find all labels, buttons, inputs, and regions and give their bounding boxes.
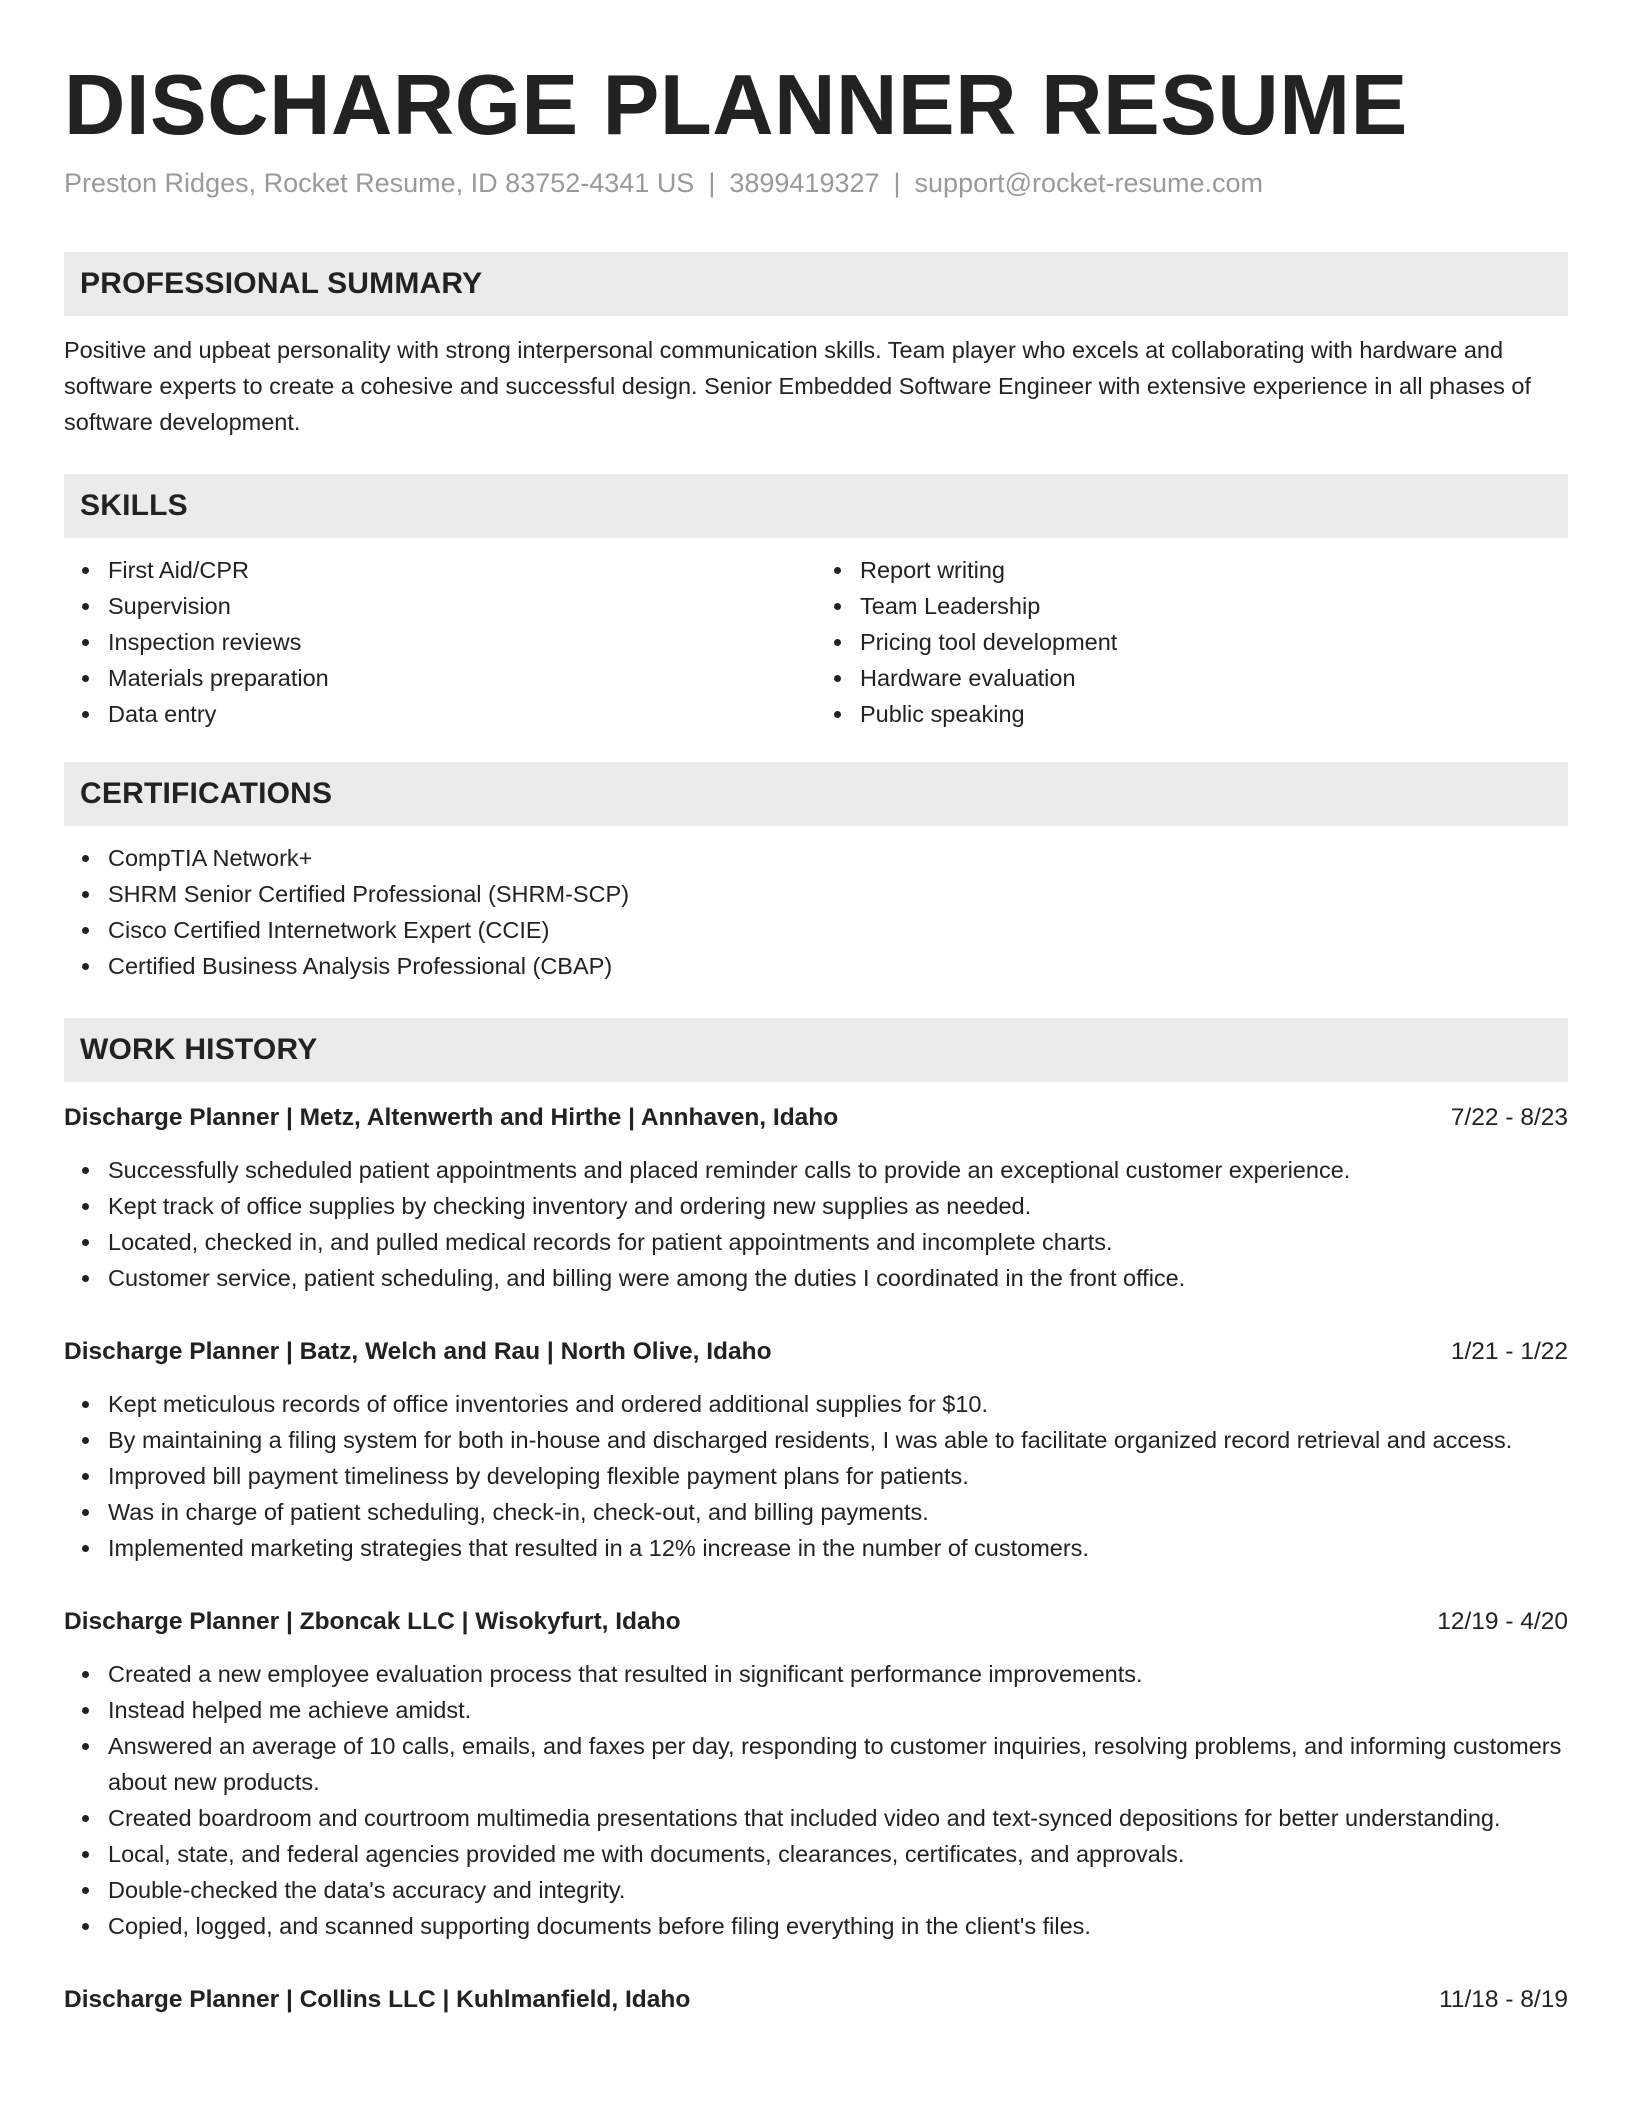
skill-item: Report writing: [860, 552, 1568, 588]
contact-address: Preston Ridges, Rocket Resume, ID 83752-4341 US: [64, 168, 695, 198]
section-heading-certifications: CERTIFICATIONS: [64, 762, 1568, 826]
skill-item: Public speaking: [860, 696, 1568, 732]
skills-list-right: [816, 552, 1568, 732]
skill-item: Pricing tool development: [860, 624, 1568, 660]
section-heading-work-history: WORK HISTORY: [64, 1018, 1568, 1082]
job-entry: [64, 1100, 1568, 1296]
job-bullet: Successfully scheduled patient appointments and placed reminder calls to provide an exceptional customer experience.: [108, 1152, 1568, 1188]
certifications-list: [64, 840, 1568, 984]
job-bullet: By maintaining a filing system for both in-house and discharged residents, I was able to facilitate organized record retrieval and access.: [108, 1422, 1568, 1458]
skills-grid: [64, 538, 1568, 732]
job-bullets: [64, 1656, 1568, 1944]
skill-item: Team Leadership: [860, 588, 1568, 624]
skills-list-left: [64, 552, 816, 732]
job-entry: [64, 1982, 1568, 2018]
work-history-section: [64, 1018, 1568, 2018]
job-bullet: Double-checked the data's accuracy and integrity.: [108, 1872, 1568, 1908]
resume-title: DISCHARGE PLANNER RESUME: [64, 58, 1408, 153]
job-bullet: Implemented marketing strategies that resulted in a 12% increase in the number of customers.: [108, 1530, 1568, 1566]
job-bullet: Was in charge of patient scheduling, check-in, check-out, and billing payments.: [108, 1494, 1568, 1530]
skill-item: Data entry: [108, 696, 816, 732]
certification-item: SHRM Senior Certified Professional (SHRM-SCP): [108, 876, 1568, 912]
certifications-section: [64, 762, 1568, 984]
skill-item: Hardware evaluation: [860, 660, 1568, 696]
job-bullet: Copied, logged, and scanned supporting documents before filing everything in the client's files.: [108, 1908, 1568, 1944]
certification-item: Certified Business Analysis Professional (CBAP): [108, 948, 1568, 984]
job-dates: 1/21 - 1/22: [1450, 1338, 1568, 1365]
job-bullet: Kept track of office supplies by checking inventory and ordering new supplies as needed.: [108, 1188, 1568, 1224]
summary-text: Positive and upbeat personality with strong interpersonal communication skills. Team player who excels at collaborating with hardware and software experts to create a cohesive and successful design. Senior Embedded Software Engineer with extensive experience in all phases of software development.: [64, 337, 1531, 435]
job-bullet: Kept meticulous records of office inventories and ordered additional supplies for $10.: [108, 1386, 1568, 1422]
contact-separator: |: [708, 168, 716, 198]
job-bullet: Created a new employee evaluation process that resulted in significant performance improvements.: [108, 1656, 1568, 1692]
certification-item: Cisco Certified Internetwork Expert (CCIE): [108, 912, 1568, 948]
skill-item: Materials preparation: [108, 660, 816, 696]
job-header: [64, 1982, 1568, 2018]
job-bullets: [64, 1152, 1568, 1296]
job-title: Discharge Planner | Metz, Altenwerth and Hirthe | Annhaven, Idaho: [64, 1104, 839, 1131]
contact-separator: |: [893, 168, 901, 198]
skill-item: Supervision: [108, 588, 816, 624]
contact-phone: 3899419327: [729, 168, 880, 198]
certification-item: CompTIA Network+: [108, 840, 1568, 876]
job-bullet: Customer service, patient scheduling, and billing were among the duties I coordinated in the front office.: [108, 1260, 1568, 1296]
job-title: Discharge Planner | Batz, Welch and Rau | North Olive, Idaho: [64, 1338, 772, 1365]
section-heading-summary: PROFESSIONAL SUMMARY: [64, 252, 1568, 316]
job-header: [64, 1334, 1568, 1370]
job-entry: [64, 1604, 1568, 1944]
job-header: [64, 1100, 1568, 1136]
job-bullet: Located, checked in, and pulled medical records for patient appointments and incomplete charts.: [108, 1224, 1568, 1260]
professional-summary-section: [64, 252, 1568, 440]
skills-section: [64, 474, 1568, 732]
job-bullet: Instead helped me achieve amidst.: [108, 1692, 1568, 1728]
job-header: [64, 1604, 1568, 1640]
job-dates: 12/19 - 4/20: [1437, 1608, 1568, 1635]
job-bullet: Answered an average of 10 calls, emails, and faxes per day, responding to customer inquiries, resolving problems, and informing customers about new products.: [108, 1728, 1568, 1800]
job-bullet: Improved bill payment timeliness by developing flexible payment plans for patients.: [108, 1458, 1568, 1494]
contact-email[interactable]: support@rocket-resume.com: [914, 168, 1264, 198]
job-bullet: Local, state, and federal agencies provided me with documents, clearances, certificates, and approvals.: [108, 1836, 1568, 1872]
skill-item: First Aid/CPR: [108, 552, 816, 588]
job-title: Discharge Planner | Collins LLC | Kuhlmanfield, Idaho: [64, 1986, 691, 2013]
job-title: Discharge Planner | Zboncak LLC | Wisokyfurt, Idaho: [64, 1608, 681, 1635]
job-bullet: Created boardroom and courtroom multimedia presentations that included video and text-synced depositions for better understanding.: [108, 1800, 1568, 1836]
job-bullets: [64, 1386, 1568, 1566]
contact-line: [64, 164, 1568, 202]
job-dates: 7/22 - 8/23: [1450, 1104, 1568, 1131]
section-heading-skills: SKILLS: [64, 474, 1568, 538]
job-entry: [64, 1334, 1568, 1566]
skill-item: Inspection reviews: [108, 624, 816, 660]
job-dates: 11/18 - 8/19: [1439, 1986, 1568, 2013]
